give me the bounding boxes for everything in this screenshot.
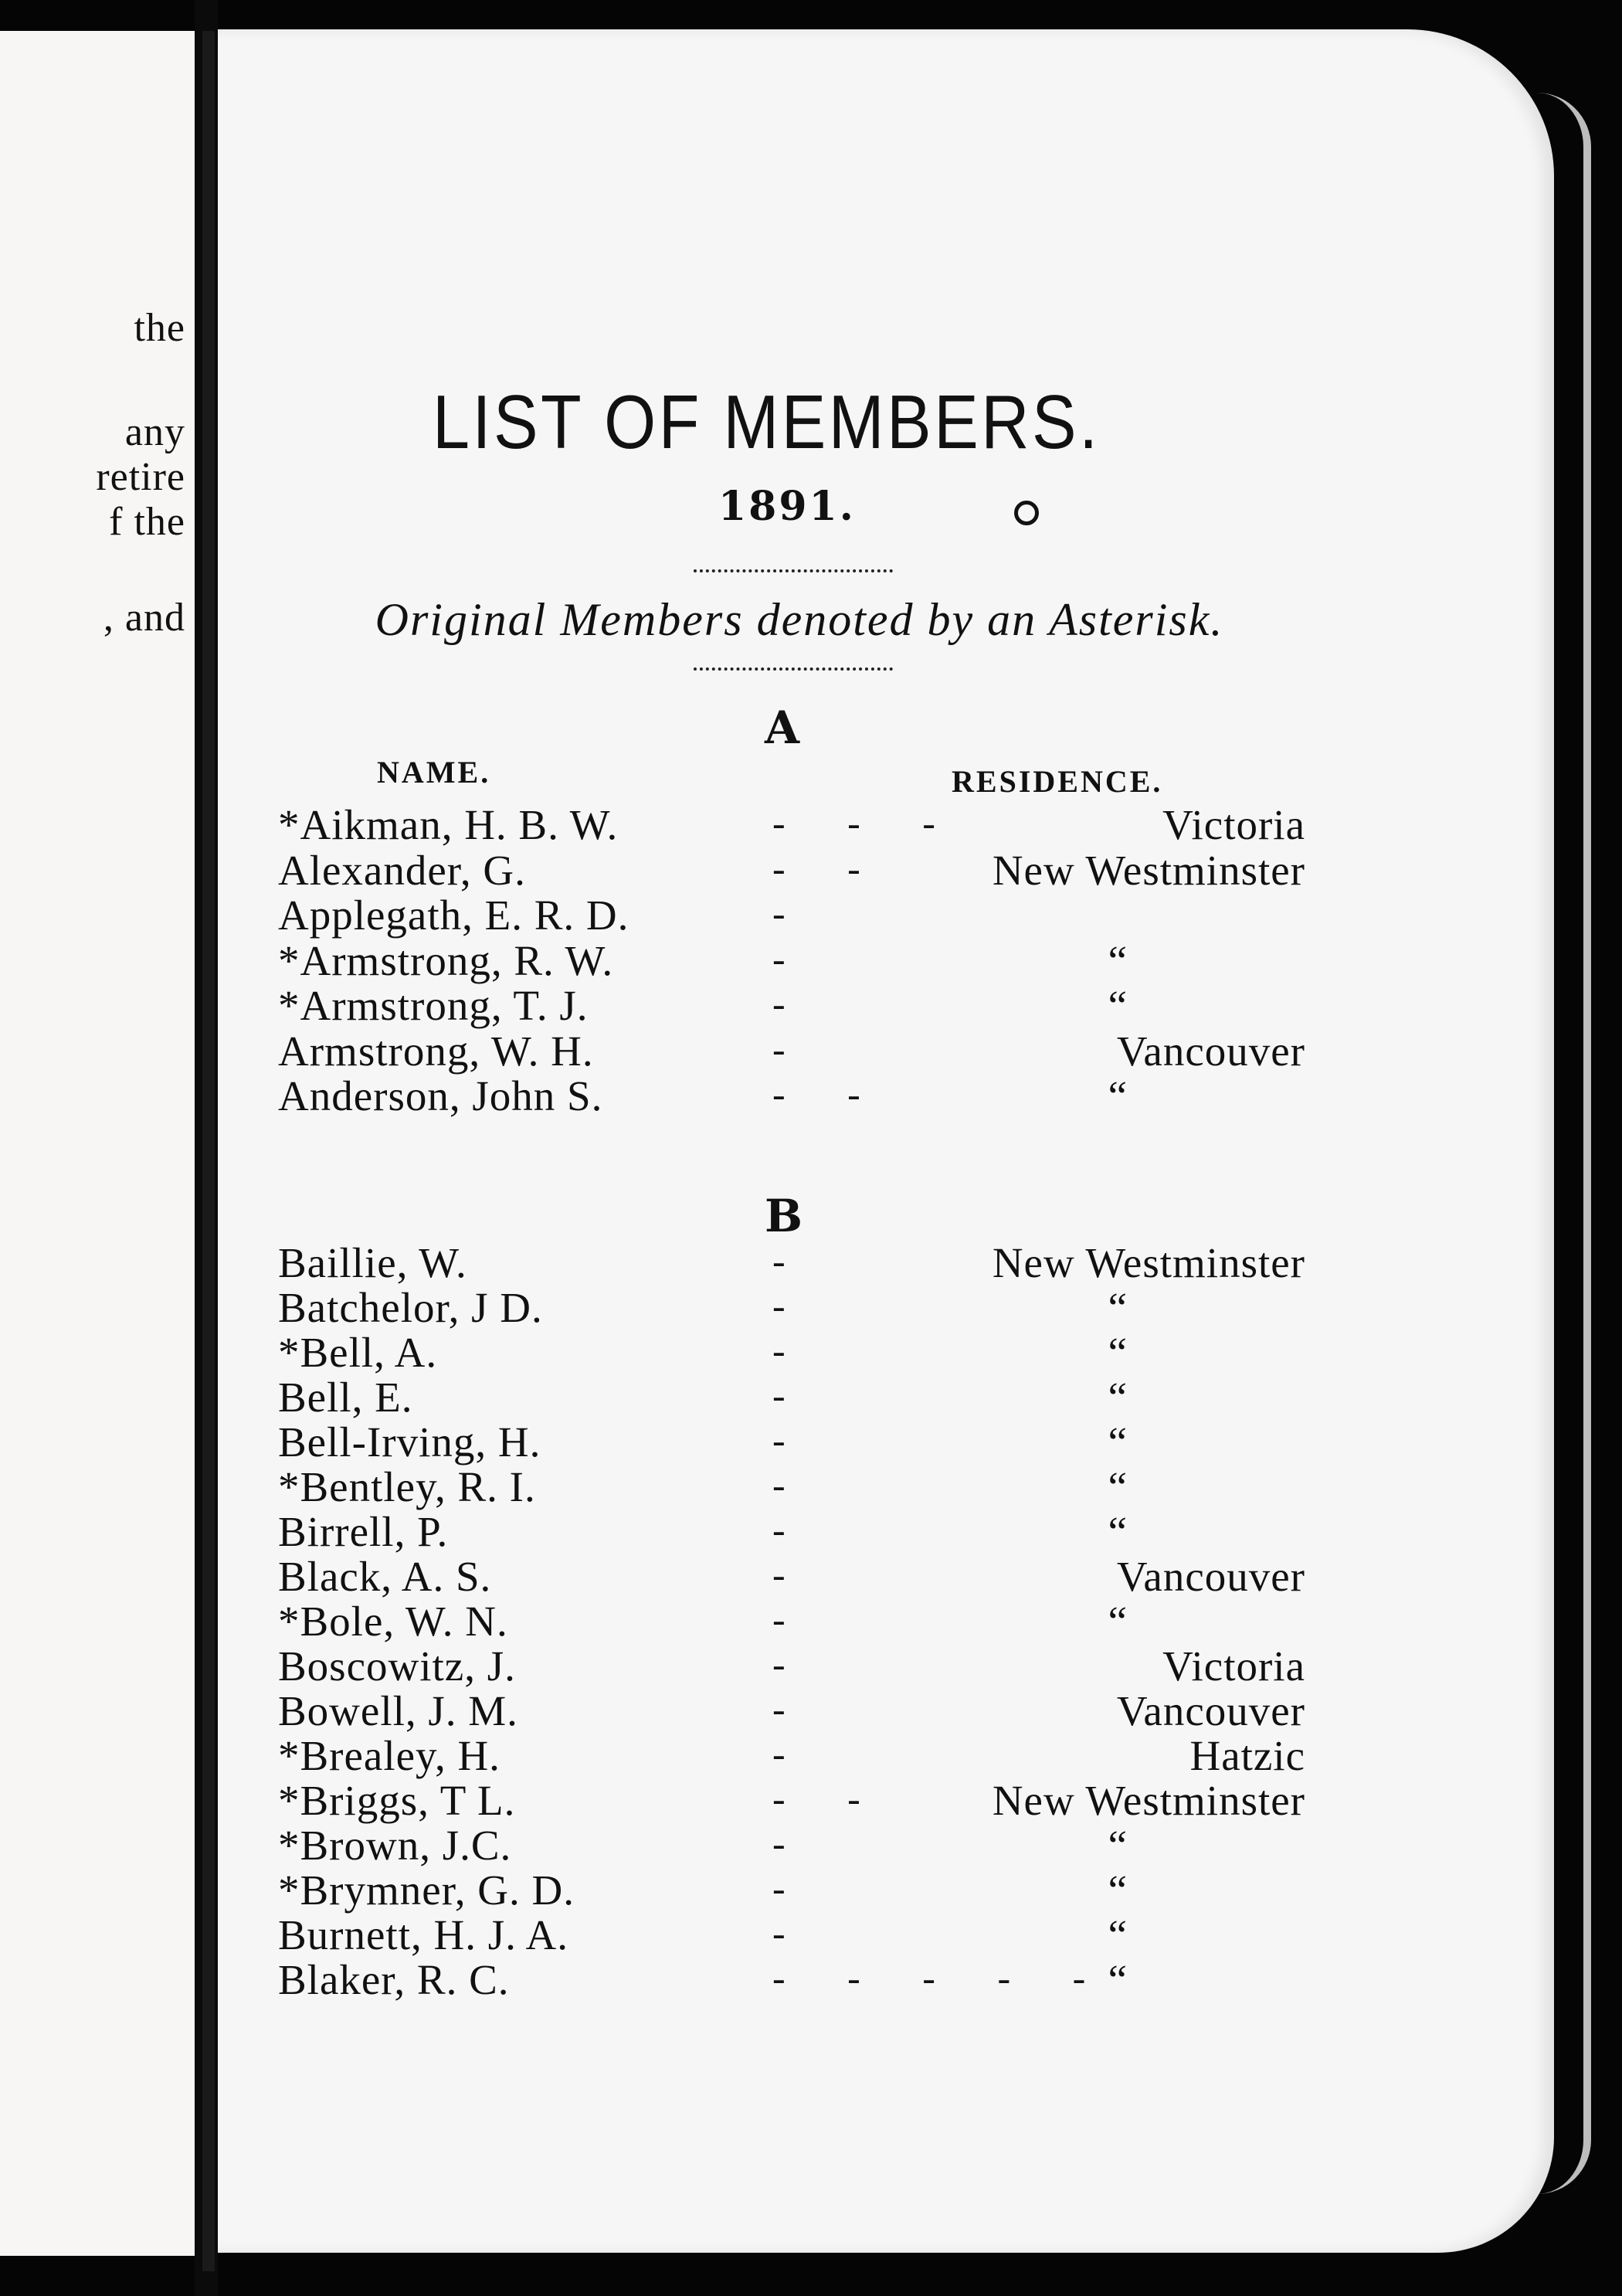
member-residence: “ [1108,1866,1128,1914]
page-title: LIST OF MEMBERS. [433,379,1101,464]
dash-leader: - [772,1732,812,1775]
dash-leader: - [772,1822,812,1865]
dash-leader: - [772,1027,812,1071]
member-name: *Brown, J.C. [278,1822,512,1869]
member-name: Alexander, G. [278,846,526,894]
member-row [278,1418,1305,1466]
member-residence: “ [1108,1598,1128,1645]
member-name: Bell, E. [278,1374,413,1421]
member-row [278,1776,1305,1824]
member-residence: New Westminster [992,1777,1305,1824]
member-name: Bell-Irving, H. [278,1418,541,1466]
member-name: *Brealey, H. [278,1732,501,1779]
circle-mark-icon [1014,501,1039,525]
dash-leader: - [772,1866,812,1910]
member-residence: Victoria [1162,1642,1305,1690]
member-residence: “ [1108,1508,1128,1555]
member-name: *Armstrong, T. J. [278,982,589,1029]
member-name: Blaker, R. C. [278,1956,510,2003]
member-residence: Vancouver [1116,1027,1305,1075]
dash-leader: - [772,1911,812,1955]
dash-leader: - [772,1598,812,1641]
member-name: *Bentley, R. I. [278,1463,536,1510]
dash-leader: - - - - - [772,1956,1112,1999]
left-page-fragment: f the [109,500,185,544]
dash-leader: - [772,1642,812,1686]
member-row [278,1821,1305,1869]
member-name: Bowell, J. M. [278,1687,518,1734]
dash-leader: - - [772,846,887,890]
dash-leader: - [772,1463,812,1506]
member-row [278,1552,1305,1600]
left-page-fragment: retire [96,455,185,499]
member-row [278,1597,1305,1645]
member-name: Boscowitz, J. [278,1642,516,1690]
left-page-fragment: , and [103,596,185,640]
dash-leader: - [772,892,812,935]
member-row [278,981,1305,1029]
member-name: Armstrong, W. H. [278,1027,594,1075]
member-name: *Brymner, G. D. [278,1866,575,1914]
member-name: Burnett, H. J. A. [278,1911,569,1958]
member-residence: New Westminster [992,1239,1305,1286]
dash-leader: - [772,1329,812,1372]
left-page-fragment: any [124,410,185,454]
member-row [278,1955,1305,2003]
member-residence: “ [1108,1822,1128,1869]
dash-leader: - [772,982,812,1025]
member-row [278,1686,1305,1734]
member-row [278,1731,1305,1779]
member-row [278,1072,1305,1119]
left-page-fragment: the [134,306,185,350]
dash-leader: - [772,1284,812,1327]
member-row [278,1328,1305,1376]
section-letter-a: A [765,701,802,754]
member-residence: Vancouver [1116,1553,1305,1600]
member-residence: “ [1108,1956,1128,2003]
section-letter-b: B [765,1190,805,1242]
member-name: *Bell, A. [278,1329,438,1376]
year-heading: 1891. [718,483,856,530]
member-residence: “ [1108,982,1128,1029]
member-residence: “ [1108,1911,1128,1958]
member-residence: Vancouver [1116,1687,1305,1734]
member-name: Birrell, P. [278,1508,449,1555]
dash-leader: - - [772,1072,887,1116]
member-name: *Bole, W. N. [278,1598,508,1645]
member-residence: “ [1108,1418,1128,1466]
dash-leader: - [772,1687,812,1730]
dotted-rule-upper [694,569,893,572]
dash-leader: - [772,1239,812,1282]
member-row [278,1027,1305,1075]
member-row [278,1373,1305,1421]
member-residence: “ [1108,1329,1128,1376]
member-residence: “ [1108,1072,1128,1119]
member-name: Baillie, W. [278,1239,467,1286]
member-row [278,1283,1305,1331]
member-name: *Aikman, H. B. W. [278,801,619,848]
member-row [278,1238,1305,1286]
member-residence: “ [1108,1284,1128,1331]
member-name: Anderson, John S. [278,1072,603,1119]
member-row [278,1911,1305,1958]
member-row [278,1462,1305,1510]
member-name: *Armstrong, R. W. [278,936,614,984]
member-row [278,846,1305,894]
column-header-residence: RESIDENCE. [952,764,1163,799]
dash-leader: - - [772,1777,887,1820]
spine-line [202,31,215,2271]
left-facing-page [0,31,195,2256]
member-row [278,1507,1305,1555]
member-row [278,800,1305,848]
dash-leader: - [772,1374,812,1417]
member-name: *Briggs, T L. [278,1777,516,1824]
member-row [278,891,1305,939]
member-residence: “ [1108,1374,1128,1421]
member-residence: Hatzic [1189,1732,1305,1779]
dotted-rule-lower [694,667,893,671]
column-header-name: NAME. [377,755,491,790]
member-row [278,936,1305,984]
dash-leader: - [772,1418,812,1462]
member-name: Applegath, E. R. D. [278,892,629,939]
member-residence: “ [1108,1463,1128,1510]
member-residence: Victoria [1162,801,1305,848]
dash-leader: - [772,1508,812,1551]
dash-leader: - [772,936,812,980]
member-row [278,1642,1305,1690]
member-residence: New Westminster [992,846,1305,894]
subtitle: Original Members denoted by an Asterisk. [375,594,1224,645]
member-row [278,1866,1305,1914]
member-name: Batchelor, J D. [278,1284,543,1331]
member-residence: “ [1108,936,1128,984]
dash-leader: - [772,1553,812,1596]
dash-leader: - - - [772,801,962,844]
member-name: Black, A. S. [278,1553,492,1600]
